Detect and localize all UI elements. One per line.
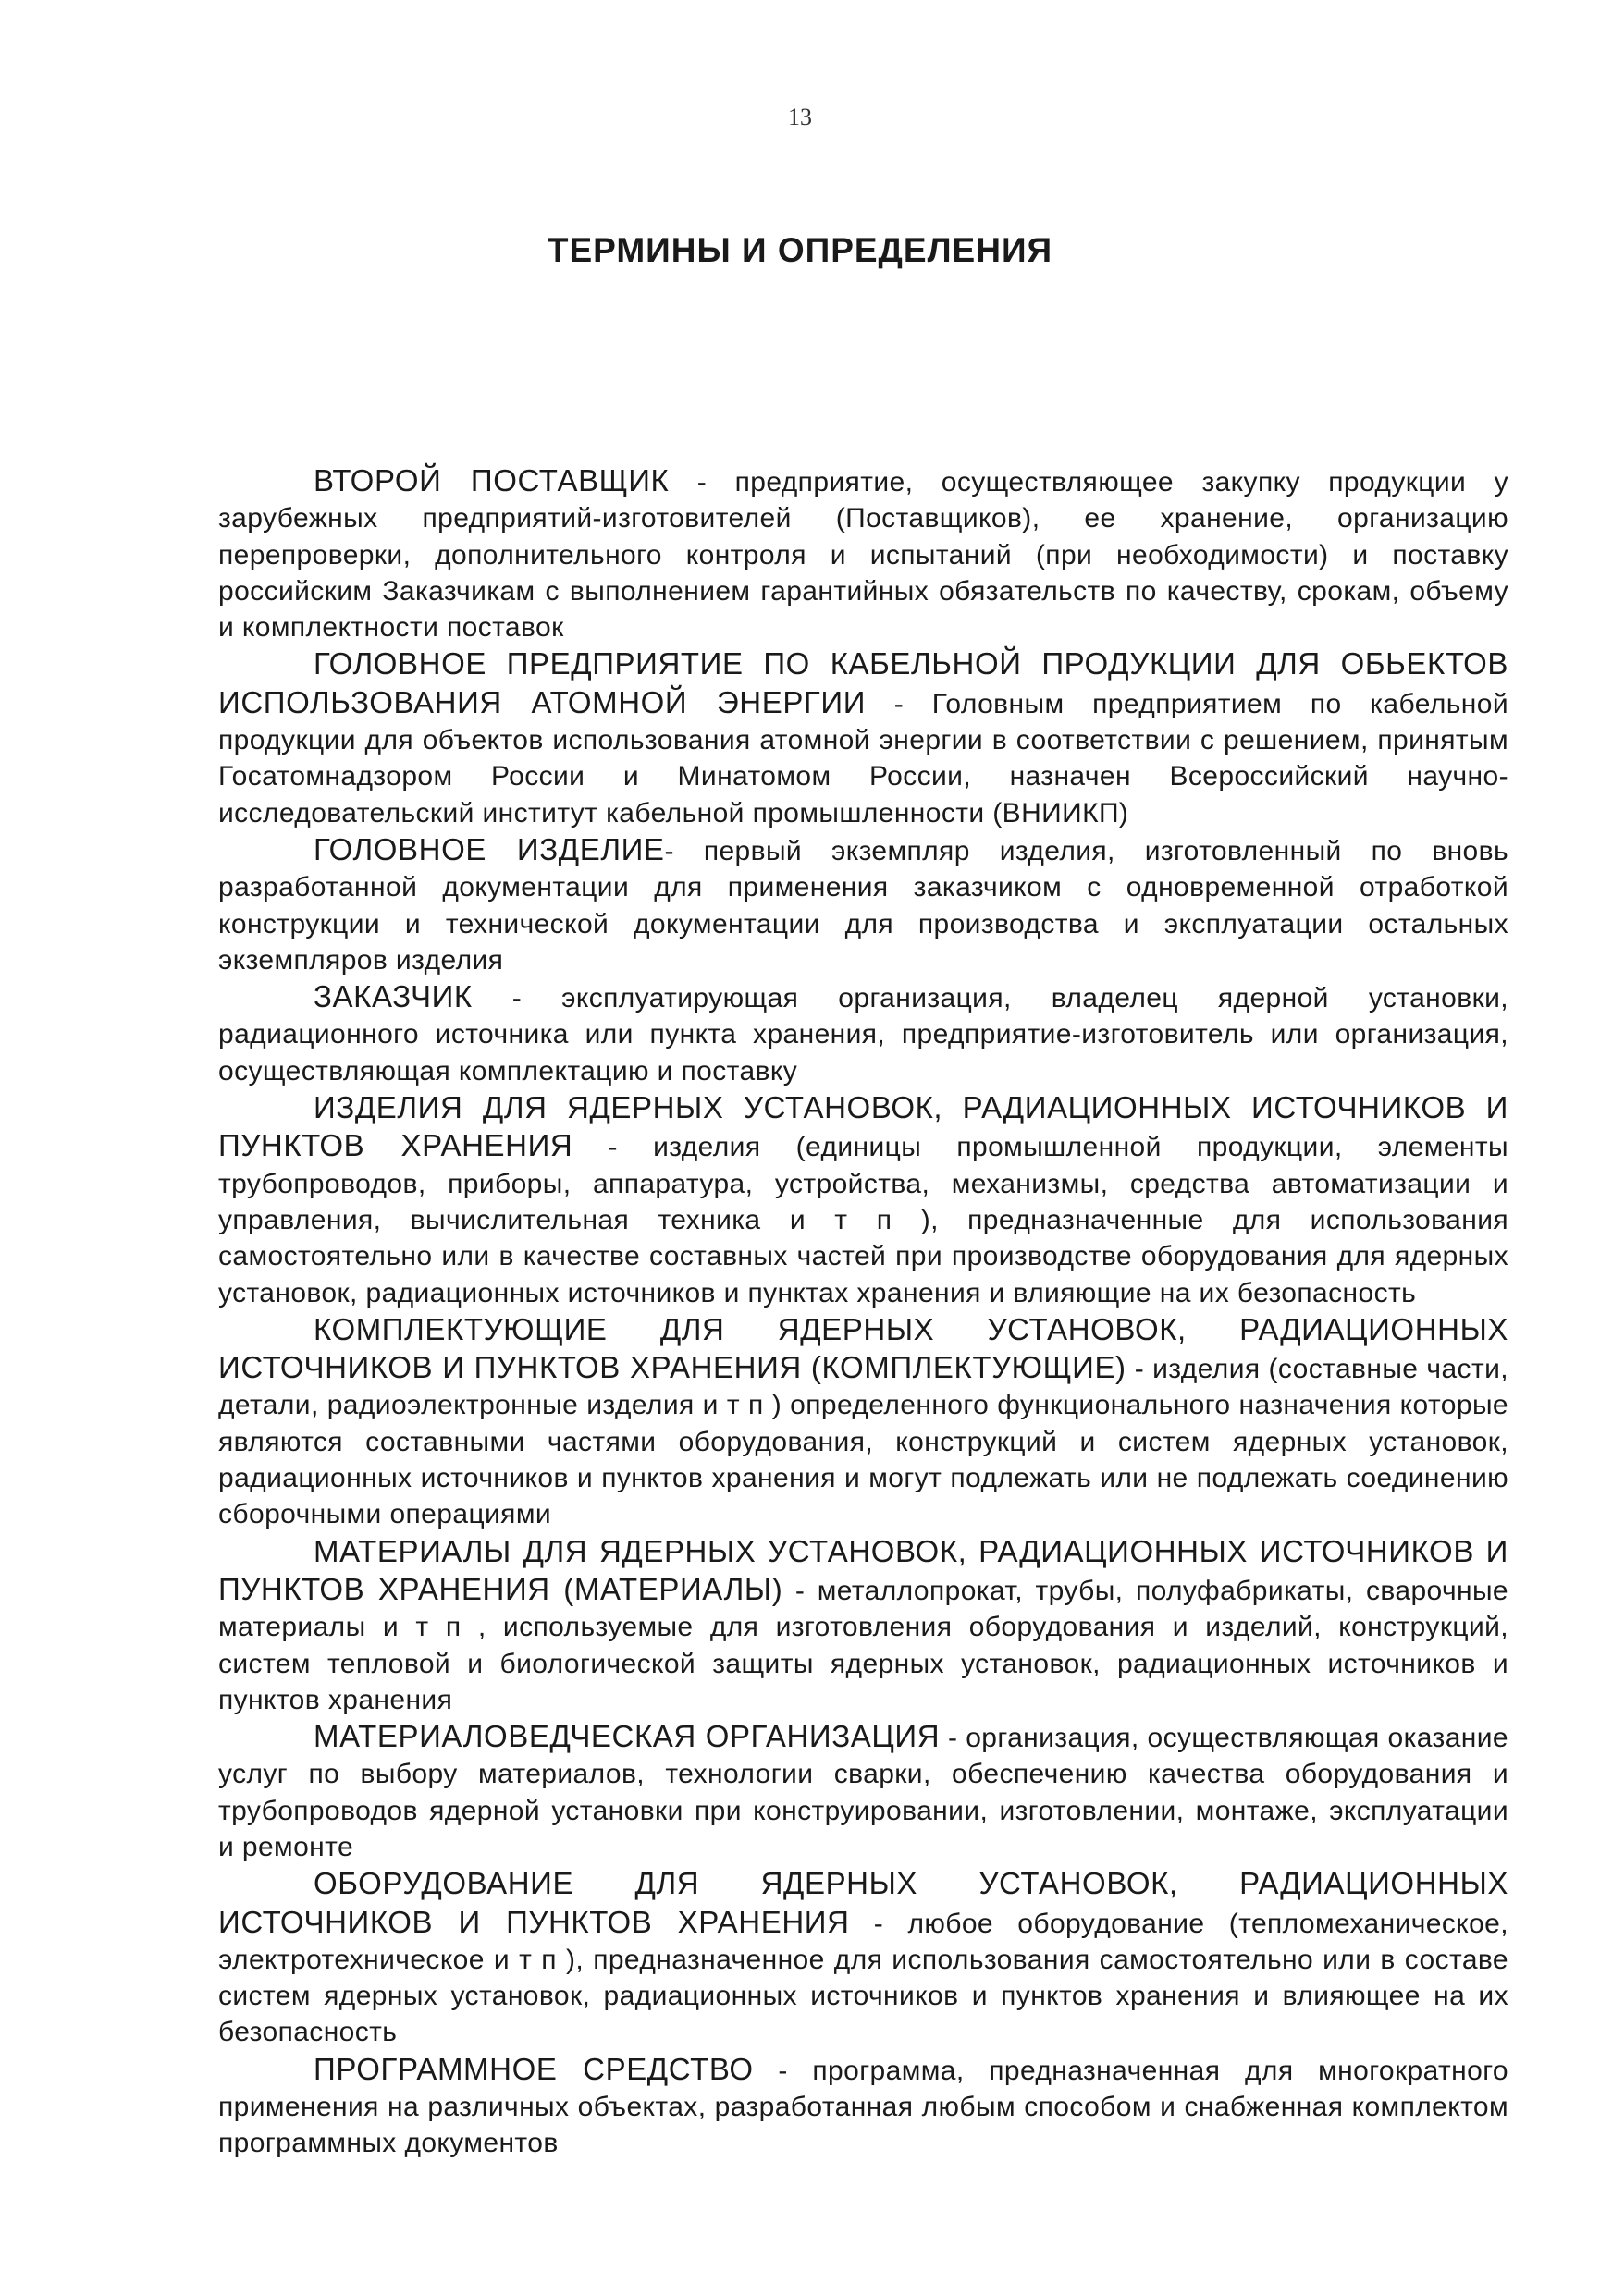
definition-entry (218, 1089, 1508, 1311)
definition-entry (218, 1718, 1508, 1865)
term-definition: - организация, осуществляющая оказание услуг по выбору материалов, технологии сварки, обеспечению качества оборудования и трубопроводов ядерной установки при конструировании, изготовлении, монтаже, эксплуатации и ремонте (218, 1723, 1508, 1862)
term-name: ГОЛОВНОЕ ИЗДЕЛИЕ (314, 831, 665, 866)
term-name: ПРОГРАММНОЕ СРЕДСТВО (314, 2051, 754, 2086)
term-definition: - программа, предназначенная для многократного применения на различных объектах, разработанная любым способом и снабженная комплектом программных документов (218, 2055, 1508, 2159)
term-definition: - предприятие, осуществляющее закупку продукции у зарубежных предприятий-изготовителей (Поставщиков), ее хранение, организацию перепроверки, дополнительного контроля и испытаний (при необходимости) и поставку российским Заказчикам с выполнением гарантийных обязательств по качеству, срокам, объему и комплектности поставок (218, 467, 1508, 644)
definition-entry (218, 831, 1508, 978)
definition-entry (218, 2051, 1508, 2162)
term-name: ГОЛОВНОЕ ПРЕДПРИЯТИЕ ПО КАБЕЛЬНОЙ ПРОДУКЦИИ ДЛЯ ОБЬЕКТОВ ИСПОЛЬЗОВАНИЯ АТОМНОЙ ЭНЕРГИИ (218, 646, 1508, 719)
term-name: МАТЕРИАЛЫ ДЛЯ ЯДЕРНЫХ УСТАНОВОК, РАДИАЦИОННЫХ ИСТОЧНИКОВ И ПУНКТОВ ХРАНЕНИЯ (МАТЕРИАЛЫ) (218, 1533, 1508, 1606)
term-name: ЗАКАЗЧИК (314, 979, 473, 1014)
definition-entry (218, 462, 1508, 645)
term-definition: - Головным предприятием по кабельной продукции для объектов использования атомной энергии в соответствии с решением, принятым Госатомнадзором России и Минатомом России, назначен Всероссийский научно-исследовательский институт кабельной промышленности (ВНИИКП) (218, 688, 1508, 829)
term-definition: - первый экземпляр изделия, изготовленный по вновь разработанной документации для применения заказчиком с одновременной отработкой конструкции и технической документации для производства и эксплуатации остальных экземпляров изделия (218, 835, 1509, 976)
definition-entry (218, 1311, 1508, 1533)
page-number: 13 (788, 104, 812, 130)
definition-entry (218, 645, 1508, 830)
term-name: ИЗДЕЛИЯ ДЛЯ ЯДЕРНЫХ УСТАНОВОК, РАДИАЦИОННЫХ ИСТОЧНИКОВ И ПУНКТОВ ХРАНЕНИЯ (218, 1090, 1508, 1163)
page-title: ТЕРМИНЫ И ОПРЕДЕЛЕНИЯ (547, 231, 1053, 269)
term-name: КОМПЛЕКТУЮЩИЕ ДЛЯ ЯДЕРНЫХ УСТАНОВОК, РАДИАЦИОННЫХ ИСТОЧНИКОВ И ПУНКТОВ ХРАНЕНИЯ (КОМПЛЕКТУЮЩИЕ) (218, 1311, 1508, 1385)
term-definition: - изделия (единицы промышленной продукции, элементы трубопроводов, приборы, аппаратура, устройства, механизмы, средства автоматизации и управления, вычислительная техника и т п ), предназначенные для использования самостоятельно или в качестве составных частей при производстве оборудования для ядерных установок, радиационных источников и пунктах хранения и влияющие на их безопасность (218, 1132, 1508, 1308)
term-definition: - металлопрокат, трубы, полуфабрикаты, сварочные материалы и т п , используемые для изготовления оборудования и изделий, конструкций, систем тепловой и биологической защиты ядерных установок, радиационных источников и пунктов хранения (218, 1575, 1508, 1715)
term-name: ОБОРУДОВАНИЕ ДЛЯ ЯДЕРНЫХ УСТАНОВОК, РАДИАЦИОННЫХ ИСТОЧНИКОВ И ПУНКТОВ ХРАНЕНИЯ (218, 1866, 1508, 1939)
term-definition: - любое оборудование (тепломеханическое, электротехническое и т п ), предназначенное для использования самостоятельно или в составе систем ядерных установок, радиационных источников и пунктов хранения и влияющее на их безопасность (218, 1908, 1509, 2048)
definition-entry (218, 978, 1508, 1089)
term-definition: - эксплуатирующая организация, владелец ядерной установки, радиационного источника или пункта хранения, предприятие-изготовитель или организация, осуществляющая комплектацию и поставку (218, 983, 1508, 1087)
term-name: ВТОРОЙ ПОСТАВЩИК (314, 463, 670, 497)
definition-entry (218, 1865, 1508, 2050)
definitions-list (218, 462, 1508, 2162)
term-name: МАТЕРИАЛОВЕДЧЕСКАЯ ОРГАНИЗАЦИЯ (314, 1719, 941, 1754)
definition-entry (218, 1533, 1508, 1718)
term-definition: - изделия (составные части, детали, радиоэлектронные изделия и т п ) определенного функционального назначения которые являются составными частями оборудования, конструкций и систем ядерных установок, радиационных источников и пунктов хранения и могут подлежать или не подлежать соединению сборочными операциями (218, 1354, 1508, 1530)
